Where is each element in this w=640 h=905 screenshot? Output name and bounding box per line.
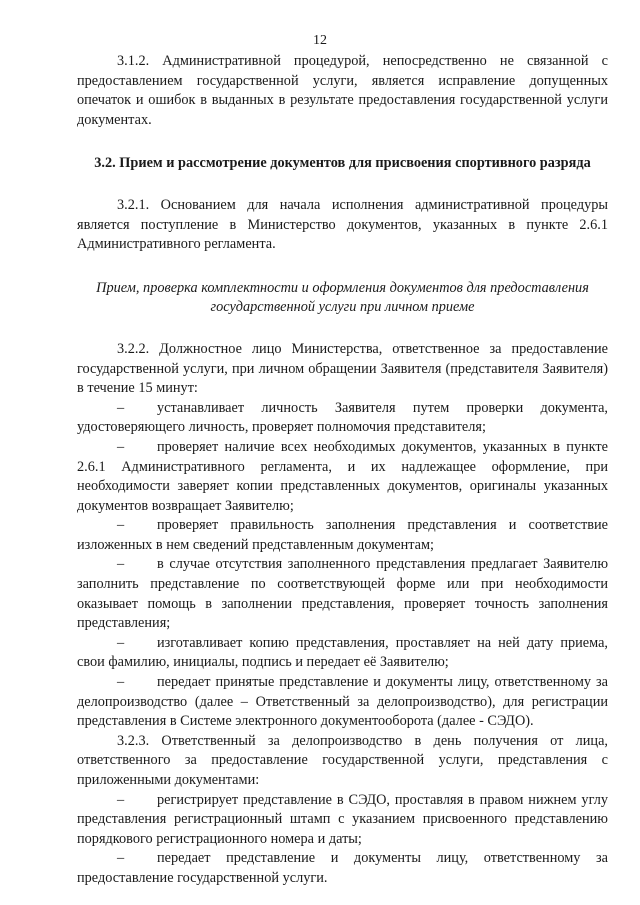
list-item-text: передает представление и документы лицу, ответственному за предоставление государственной услуги. — [77, 850, 608, 886]
list-item — [77, 791, 608, 850]
paragraph-3-2-3: 3.2.3. Ответственный за делопроизводство в день получения от лица, ответственного за предоставление государственной услуги, представления с приложенными документами: — [77, 732, 608, 788]
paragraph-3-1-2: 3.1.2. Административной процедурой, непосредственно не связанной с предоставлением государственной услуги, является исправление допущенных опечаток и ошибок в выданных в результате предоставления государственной услуги документах. — [77, 53, 608, 128]
list-item-text: в случае отсутствия заполненного представления предлагает Заявителю заполнить представление по соответствующей форме или при необходимости оказывает помощь в заполнении представления, проверяет точность заполнения представления; — [77, 556, 608, 632]
italic-subheading: Прием, проверка комплектности и оформления документов для предоставления государственной услуги при личном приеме — [96, 279, 589, 316]
list-item — [77, 673, 608, 732]
list-item-text: изготавливает копию представления, проставляет на ней дату приема, свои фамилию, инициалы, подпись и передает её Заявителю; — [77, 634, 608, 671]
list-item-text: проверяет наличие всех необходимых документов, указанных в пункте 2.6.1 Административного регламента, и их надлежащее оформление, при необходимости заверяет копии представленных документов, оригиналы указанных документов возвращает Заявителю; — [77, 438, 608, 514]
dash-marker: – — [117, 634, 125, 651]
dash-marker: – — [117, 850, 125, 867]
dash-marker: – — [117, 438, 125, 455]
section-heading-3-2: 3.2. Прием и рассмотрение документов для присвоения спортивного разряда — [94, 155, 591, 172]
dash-marker: – — [117, 556, 125, 573]
dash-marker: – — [117, 791, 125, 808]
list-item — [77, 438, 608, 516]
list-item — [77, 849, 608, 888]
list-3-2-3 — [77, 791, 608, 889]
list-item-text: проверяет правильность заполнения представления и соответствие изложенных в нем сведений представленным документам; — [77, 517, 608, 553]
list-item — [77, 634, 608, 673]
paragraph-3-2-2: 3.2.2. Должностное лицо Министерства, ответственное за предоставление государственной услуги, при личном обращении Заявителя (представителя Заявителя) в течение 15 минут: — [77, 340, 608, 397]
dash-marker: – — [117, 517, 125, 534]
list-item-text: передает принятые представление и документы лицу, ответственному за делопроизводство (далее – Ответственный за делопроизводство), для регистрации представления в Системе электронного документооборота (далее - СЭДО). — [77, 674, 608, 730]
document-body — [77, 52, 608, 889]
dash-marker: – — [117, 399, 125, 416]
page-number: 12 — [313, 33, 327, 48]
list-item-text: устанавливает личность Заявителя путем проверки документа, удостоверяющего личность, проверяет полномочия представителя; — [77, 399, 608, 436]
list-item-text: регистрирует представление в СЭДО, проставляя в правом нижнем углу представления регистрационный штамп с указанием присвоенного представлению порядкового регистрационного номера и даты; — [77, 791, 608, 847]
paragraph-3-2-1: 3.2.1. Основанием для начала исполнения административной процедуры является поступление в Министерство документов, указанных в пункте 2.6.1 Административного регламента. — [77, 196, 608, 253]
list-item — [77, 516, 608, 555]
list-3-2-2 — [77, 399, 608, 732]
list-item — [77, 399, 608, 438]
list-item — [77, 555, 608, 633]
dash-marker: – — [117, 674, 125, 691]
